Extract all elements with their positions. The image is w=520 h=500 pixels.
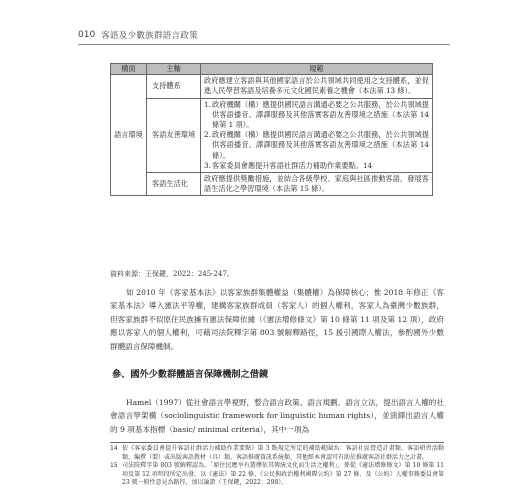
column-header-axis: 主軸 bbox=[147, 64, 201, 75]
table-header-row bbox=[111, 64, 433, 75]
list-item: 2. 政府機關（構）應提供國民語言溝通必要之公共服務，於公共領域提供客語播音、譯譯服務及其他落實客語友善環境之措施（本法第 14 條）。 bbox=[204, 130, 429, 160]
column-header-dimension: 構面 bbox=[111, 64, 147, 75]
paragraph-text: 如 2010 年《客家基本法》以客家族群集體權益（集體權）為保障核心；惟 2018 年修正《客家基本法》導入憲法平等權，建構客家族群成員（客家人）的個人權利，客家人為臺灣少數族群，但客家族群不似原住民族擁有憲法保障依據（《憲法增修條文》第 10 條第 11 項及第 12 項），政府應以客家人的個人權利，可藉司法院釋字第 803 號解釋路徑，15 援引國際人權法，參酌國外少數群體語言保障機制。 bbox=[110, 288, 444, 351]
list-item: 1. 政府機關（構）應提供國民語言溝通必要之公共服務，於公共領域提供客語播音、譯譯服務及其他落實客語友善環境之措施（本法第 14 條第 1 項）。 bbox=[204, 99, 429, 130]
axis-cell: 客語生活化 bbox=[147, 173, 201, 196]
column-header-norm: 規範 bbox=[201, 64, 433, 75]
body-paragraph bbox=[110, 396, 444, 436]
footnote-text: 司法院釋字第 803 號解釋認為，「原住民應享有選擇依其傳統文化而生活之權利」，係從《憲法增修條文》第 10 條第 11 項及第 12 項明段所定出發，以《憲法》第 22 條、《公民與政治權利國際公約》第 27 條、及《公約》人權事務委員會第 23 號一般性意見為路徑，加以論證（王保鍵，2022：298）。 bbox=[122, 462, 444, 487]
paragraph-text: Hamel（1997）從社會語言學視野，整合語言政策、語言規劃、語言立法，提出語言人權的社會語言學架構（sociolinguistic framework for linguistic human rights），並演繹出語言人權的 9 項基本指標（basic/ minimal criteria），其中一項為 bbox=[110, 398, 444, 434]
footnote-rule bbox=[110, 442, 444, 443]
table-source-note: 資料來源：王保鍵，2022：245-247。 bbox=[110, 270, 234, 278]
page-number: 010 bbox=[78, 30, 96, 40]
dimension-cell: 語言環境 bbox=[111, 75, 147, 196]
table-row bbox=[111, 98, 433, 172]
norm-cell bbox=[201, 98, 433, 172]
axis-cell: 支持體系 bbox=[147, 75, 201, 98]
table-row bbox=[111, 173, 433, 196]
footnote bbox=[110, 462, 444, 488]
section-heading: 參、國外少數群體語言保障機制之借鏡 bbox=[112, 369, 269, 380]
header-rule bbox=[78, 44, 450, 45]
body-paragraph bbox=[110, 286, 444, 353]
measure-list bbox=[204, 100, 429, 171]
footnote-text: 依《客家委員會提升客語社群活力補助作業要點》第 3 點規定所定的補助範圍為：客語社區營造計畫類、客語研習活動類、編撰（製）或出版客語教材（具）類、客語推廣資訊系統類、其他經本會認可有助於推廣客語社群活力之計畫。 bbox=[122, 445, 444, 461]
axis-cell: 客語友善環境 bbox=[147, 98, 201, 172]
footnotes bbox=[110, 445, 444, 488]
footnote-number: 14 bbox=[110, 445, 118, 452]
footnote-number: 15 bbox=[110, 462, 118, 470]
norm-cell: 政府應提供獎勵措施，並結合各級學校、家庭與社區推動客語，發展客語生活化之學習環境（本法第 15 條）。 bbox=[201, 173, 433, 196]
policy-table bbox=[110, 63, 433, 196]
table-row bbox=[111, 75, 433, 98]
footnote bbox=[110, 445, 444, 462]
book-title: 客語及少數族群語言政策 bbox=[101, 31, 198, 41]
norm-cell: 政府應建立客語與其他國家語言於公共領域共同使用之支持體系，並促進人民學習客語及培養多元文化國民素養之機會（本法第 13 條）。 bbox=[201, 75, 433, 98]
list-item: 3. 客家委員會應提升客語社群活力補助作業要點。14 bbox=[204, 160, 373, 170]
running-header bbox=[78, 28, 450, 42]
